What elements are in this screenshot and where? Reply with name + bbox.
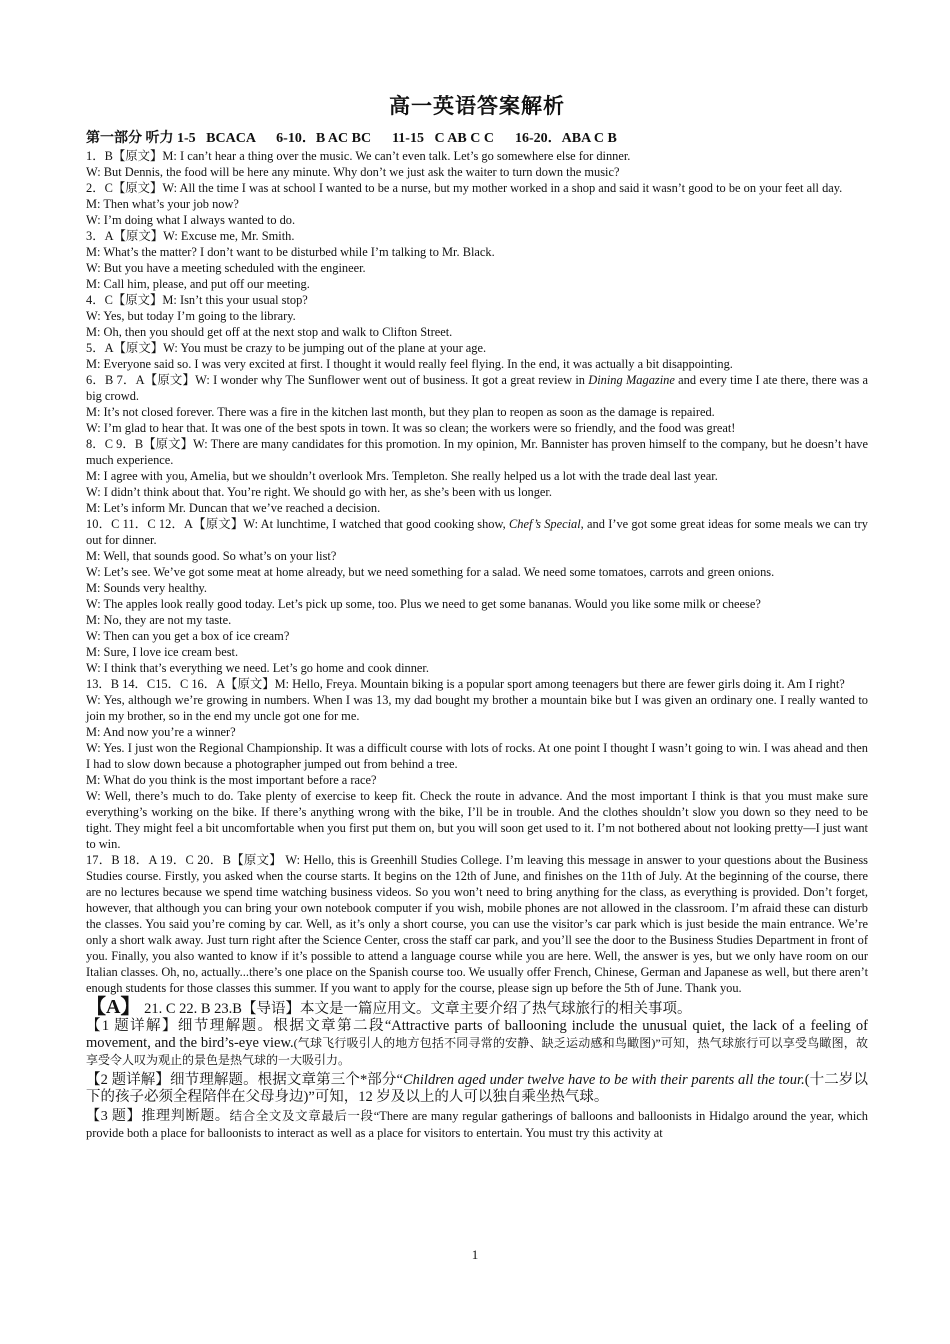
- transcript-line: W: I think that’s everything we need. Let’s go home and cook dinner.: [86, 661, 429, 675]
- transcript-line: W: I didn’t think about that. You’re right. We should go with her, as she’s been with us longer.: [86, 485, 552, 499]
- transcript-line: 17．B 18．A 19．C 20．B【原文】 W: Hello, this is Greenhill Studies College. I’m leaving this message in answer to your questions about the Business Studies course. Firstly, you asked when the course starts. It begins on the 12th of June, and finishes on the 11th of July. At the beginning of the course, there are no lectures because we spend time watching business videos. So you won’t need to bring anything for the class, as everything is provided. Don’t forget, however, that although you can bring your own notebook computer if you wish, mobile phones are not allowed in the classroom. I’m afraid these can disturb the classes. You said you’re coming by car. Well, as it’s only a short course, you can use the visitor’s car park which is just beside the main entrance. We’re only a short walk away. Just turn right after the Science Center, cross the staff car park, and you’ll see the door to the Business Studies Department in front of you. Finally, you also wanted to know if it’s possible to attend a language course while you are here. Well, the answer is yes, but we only have room on our Italian classes. Oh, no, actually...there’s one place on the Spanish course too. We usually offer French, Chinese, German and Japanese as well, but there aren’t enough students for those classes this summer. If you want to apply for the course, please sign up before the 5th of June. Thank you.: [86, 853, 869, 995]
- transcript-line: 8．C 9．B【原文】W: There are many candidates for this promotion. In my opinion, Mr. Bannister has proven himself to the company, but he doesn’t have much experience.: [86, 437, 868, 467]
- transcript-line: W: I’m glad to hear that. It was one of the best spots in town. It was so clean; the workers were so friendly, and the food was great!: [86, 421, 736, 435]
- transcript-line: W: I’m doing what I always wanted to do.: [86, 213, 296, 227]
- question-1-explanation: 【1 题详解】细节理解题。根据文章第二段“Attractive parts of ballooning include the unusual quiet, the lack of a feeling of movement, and the bird’s-eye view.(气球飞行吸引人的地方包括不同寻常的安静、缺乏运动感和鸟瞰图)”可知，热气球旅行可以享受鸟瞰图，故享受令人叹为观止的景色是热气球的一大吸引力。: [86, 1018, 868, 1067]
- listening-answer-key: 第一部分 听力 1-5 BCACA 6-10．B AC BC 11-15 C AB C C 16-20．ABA C B: [86, 131, 617, 146]
- transcript-line: W: Yes, but today I’m going to the library.: [86, 309, 296, 323]
- transcript-block-1: [86, 148, 868, 372]
- question-3-explanation: 【3 题】推理判断题。结合全文及文章最后一段“There are many regular gatherings of balloons and balloonists in Hidalgo around the year, which provide both a place for balloonists to interact as well as a place for visitors to entertain. You must try this activity at: [86, 1109, 869, 1140]
- transcript-line: W: Well, there’s much to do. Take plenty of exercise to keep fit. Check the route in advance. And the most important I think is that you must make sure everything’s working on the bike. If there’s anything wrong with the bike, I’ll be in trouble. And the clothes shouldn’t slow you down so they need to be tight. They might feel a bit uncomfortable when you first put them on, but you will soon get used to it. I’m not bothered about not looking pretty—I just want to win.: [86, 789, 868, 851]
- transcript-line: M: It’s not closed forever. There was a fire in the kitchen last month, but they plan to reopen as soon as the damage is repaired.: [86, 405, 715, 419]
- transcript-line: M: Oh, then you should get off at the next stop and walk to Clifton Street.: [86, 325, 453, 339]
- transcript-line: W: Let’s see. We’ve got some meat at home already, but we need something for a salad. We need some tomatoes, carrots and green onions.: [86, 565, 775, 579]
- transcript-line: M: What do you think is the most important before a race?: [86, 773, 377, 787]
- transcript-line: M: What’s the matter? I don’t want to be disturbed while I’m talking to Mr. Black.: [86, 245, 495, 259]
- page-number: 1: [471, 1247, 479, 1262]
- transcript-line: M: And now you’re a winner?: [86, 725, 236, 739]
- page-title: 高一英语答案解析: [389, 94, 565, 118]
- transcript-line: M: Let’s inform Mr. Duncan that we’ve reached a decision.: [86, 501, 381, 515]
- transcript-line: M: Well, that sounds good. So what’s on your list?: [86, 549, 337, 563]
- document-content: [86, 92, 868, 1141]
- question-2-explanation: 【2 题详解】细节理解题。根据文章第三个*部分“Children aged under twelve have to be with their parents all the tour.(十二岁以下的孩子必须全程陪伴在父母身边)”可知，12 岁及以上的人可以独自乘坐热气球。: [86, 1072, 868, 1105]
- transcript-line: M: Then what’s your job now?: [86, 197, 239, 211]
- transcript-line: W: Yes, although we’re growing in numbers. When I was 13, my dad bought my brother a mountain bike but I was given an ordinary one. I really wanted to join my brother, so in the end my uncle got one for me.: [86, 693, 868, 723]
- transcript-paragraph-10: 10．C 11．C 12．A【原文】W: At lunchtime, I watched that good cooking show, Chef’s Special, and I’ve got some great ideas for some meals we can try out for dinner.: [86, 517, 868, 547]
- transcript-line: W: But Dennis, the food will be here any minute. Why don’t we just ask the waiter to turn down the music?: [86, 165, 620, 179]
- section-a-answers: 【A】 21. C 22. B 23.B【导语】本文是一篇应用文。文章主要介绍了热气球旅行的相关事项。: [86, 996, 692, 1018]
- transcript-line: W: But you have a meeting scheduled with the engineer.: [86, 261, 366, 275]
- transcript-line: M: Everyone said so. I was very excited at first. I thought it would really feel flying. In the end, it was actually a bit disappointing.: [86, 357, 733, 371]
- transcript-line: M: Sure, I love ice cream best.: [86, 645, 239, 659]
- transcript-line: 1．B【原文】M: I can’t hear a thing over the music. We can’t even talk. Let’s go somewhere else for dinner.: [86, 149, 631, 163]
- section-a-label: 【A】: [86, 996, 141, 1018]
- transcript-line: 3．A【原文】W: Excuse me, Mr. Smith.: [86, 229, 295, 243]
- transcript-line: M: I agree with you, Amelia, but we shouldn’t overlook Mrs. Templeton. She really helped us a lot with the trade deal last year.: [86, 469, 718, 483]
- transcript-line: W: Yes. I just won the Regional Championship. It was a difficult course with lots of rocks. At one point I thought I wasn’t going to win. I was ahead and then I had to slow down because a photographer jumped out from behind a tree.: [86, 741, 868, 771]
- transcript-line: 2．C【原文】W: All the time I was at school I wanted to be a nurse, but my mother worked in a shop and said it wasn’t good to be on your feet all day.: [86, 181, 843, 195]
- transcript-paragraph-6: 6．B 7．A【原文】W: I wonder why The Sunflower went out of business. It got a great review in Dining Magazine and every time I ate there, there was a big crowd.: [86, 373, 868, 403]
- transcript-line: M: Sounds very healthy.: [86, 581, 208, 595]
- transcript-block-3: [86, 548, 868, 996]
- transcript-block-2: [86, 404, 868, 516]
- transcript-line: 5．A【原文】W: You must be crazy to be jumping out of the plane at your age.: [86, 341, 487, 355]
- transcript-line: W: The apples look really good today. Let’s pick up some, too. Plus we need to get some bananas. Would you like some milk or cheese?: [86, 597, 761, 611]
- transcript-line: M: No, they are not my taste.: [86, 613, 232, 627]
- transcript-line: 13．B 14．C15．C 16．A【原文】M: Hello, Freya. Mountain biking is a popular sport among teenagers but there are fewer girls doing it. Am I right?: [86, 677, 845, 691]
- transcript-line: W: Then can you get a box of ice cream?: [86, 629, 290, 643]
- transcript-line: 4．C【原文】M: Isn’t this your usual stop?: [86, 293, 308, 307]
- transcript-line: M: Call him, please, and put off our meeting.: [86, 277, 310, 291]
